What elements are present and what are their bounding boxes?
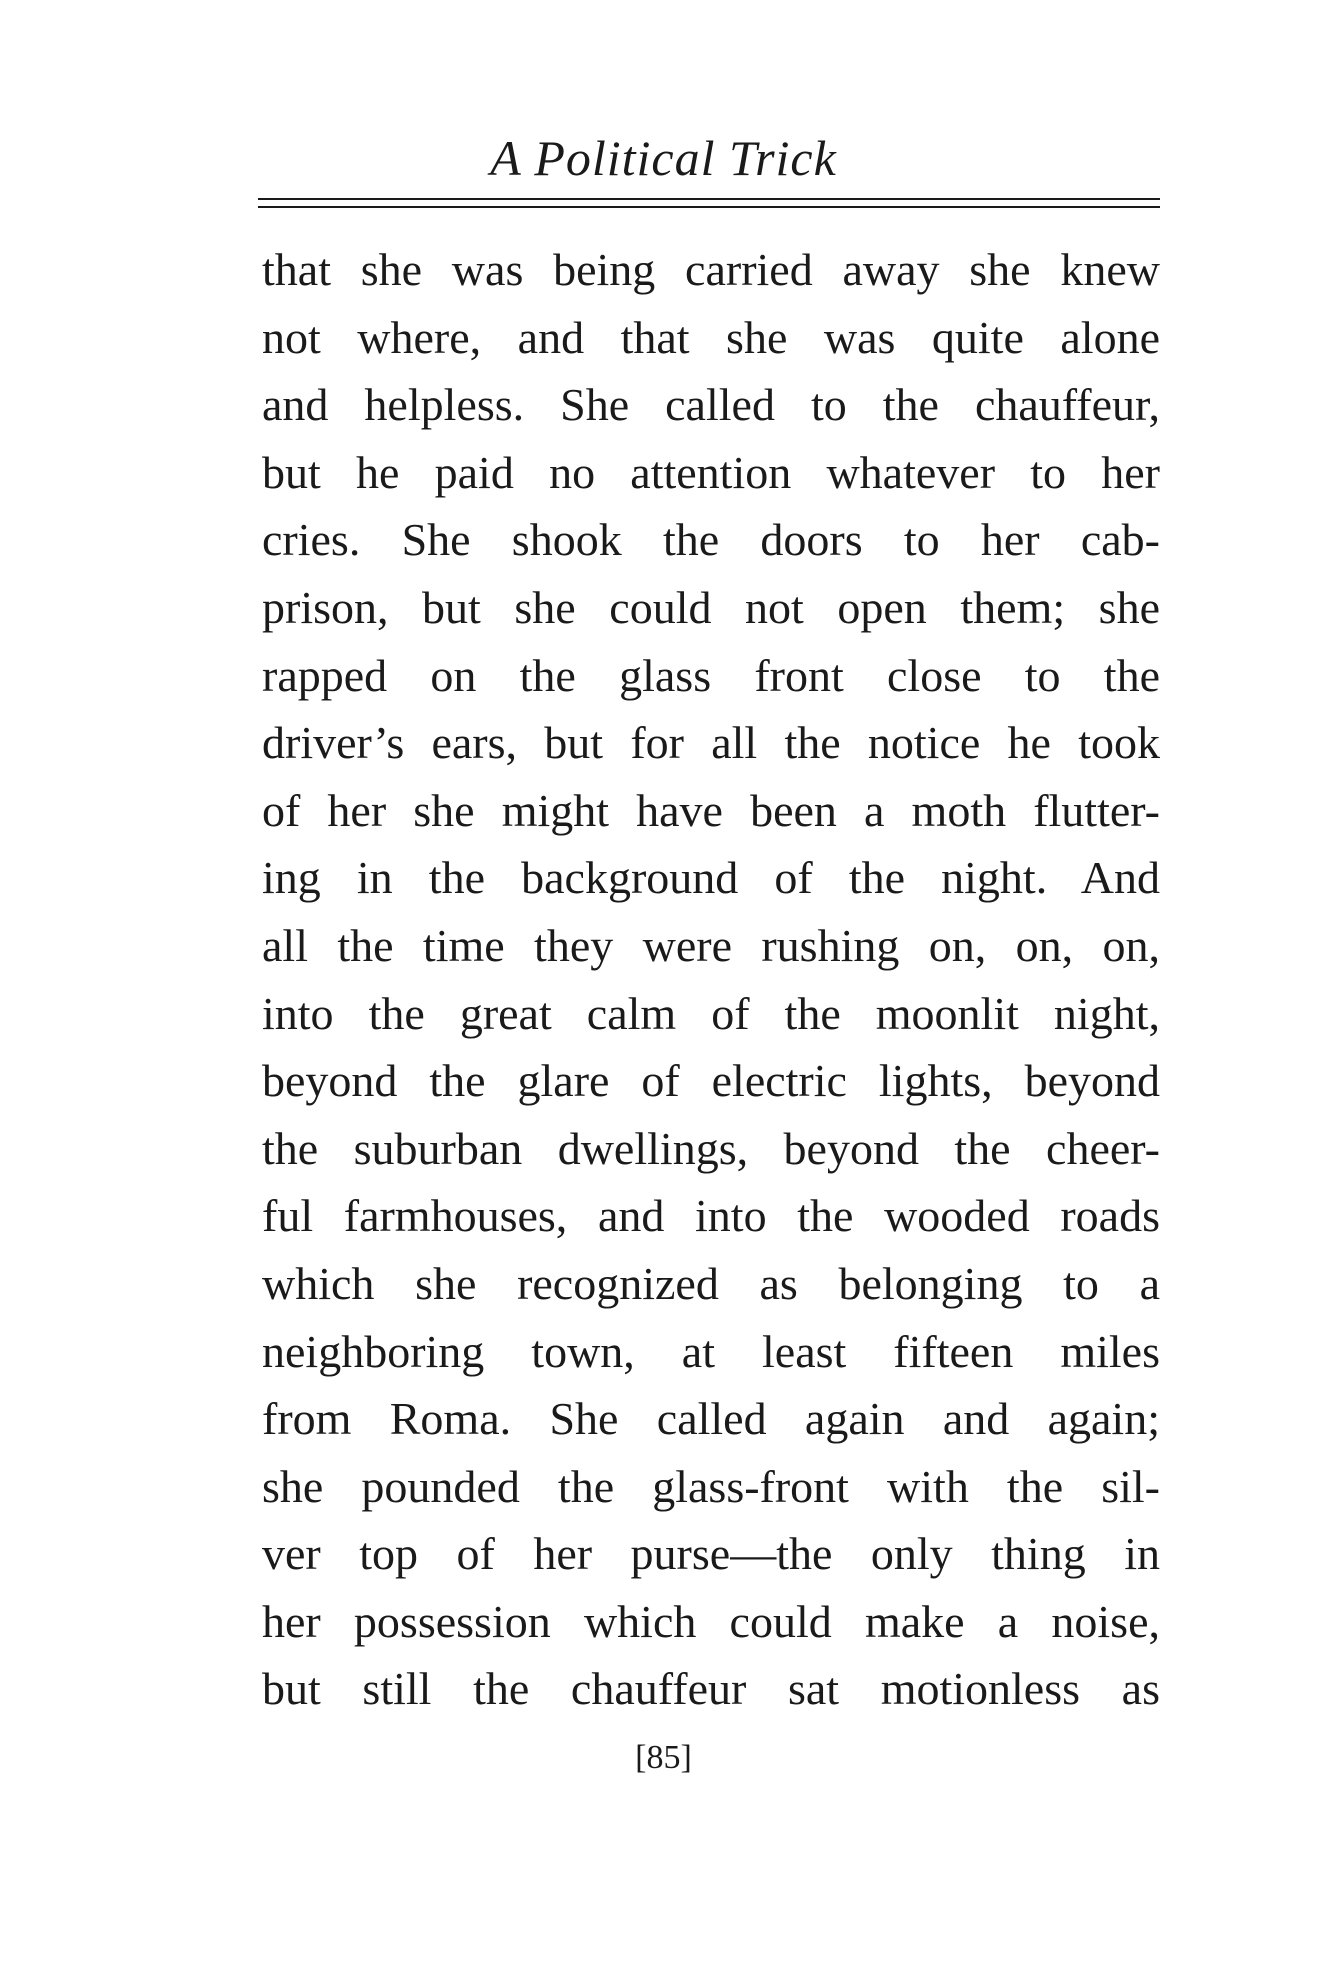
text-line: from Roma. She called again and again; — [262, 1393, 1160, 1445]
text-line: which she recognized as belonging to a — [262, 1257, 1160, 1309]
text-line: ful farmhouses, and into the wooded roads — [262, 1190, 1160, 1242]
header-rule-top — [258, 198, 1160, 200]
text-line: she pounded the glass-front with the sil- — [262, 1460, 1160, 1512]
body-text — [262, 236, 1160, 1723]
text-line: but still the chauffeur sat motionless as — [262, 1663, 1160, 1715]
text-line: and helpless. She called to the chauffeur, — [262, 379, 1160, 431]
text-line: driver’s ears, but for all the notice he took — [262, 717, 1160, 769]
text-line: into the great calm of the moonlit night, — [262, 987, 1160, 1039]
text-line: not where, and that she was quite alone — [262, 311, 1160, 363]
text-line: rapped on the glass front close to the — [262, 649, 1160, 701]
text-line: cries. She shook the doors to her cab- — [262, 514, 1160, 566]
text-line: of her she might have been a moth flutter- — [262, 784, 1160, 836]
text-line: prison, but she could not open them; she — [262, 581, 1160, 633]
text-line: her possession which could make a noise, — [262, 1595, 1160, 1647]
text-line: the suburban dwellings, beyond the cheer- — [262, 1122, 1160, 1174]
text-line: that she was being carried away she knew — [262, 244, 1160, 295]
text-line: all the time they were rushing on, on, on, — [262, 919, 1160, 971]
header-rule-bottom — [258, 206, 1160, 208]
text-line: neighboring town, at least fifteen miles — [262, 1325, 1160, 1377]
text-line: ver top of her purse—the only thing in — [262, 1528, 1160, 1580]
page-number: [85] — [635, 1739, 692, 1776]
text-line: but he paid no attention whatever to her — [262, 446, 1160, 498]
text-line: beyond the glare of electric lights, beyond — [262, 1055, 1160, 1107]
text-line: ing in the background of the night. And — [262, 852, 1160, 904]
running-head: A Political Trick — [490, 130, 837, 186]
